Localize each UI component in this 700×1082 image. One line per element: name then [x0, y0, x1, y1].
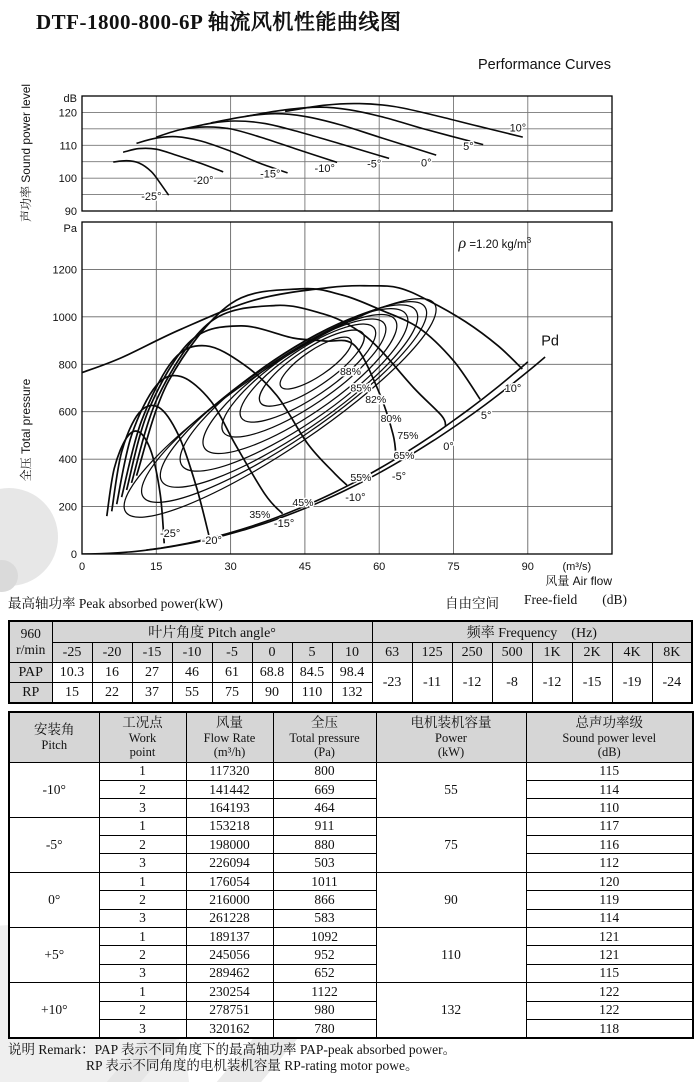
frequency-column-header: 63: [372, 643, 412, 663]
work-point-cell: 2: [99, 946, 186, 964]
work-point-cell: 1: [99, 817, 186, 835]
total-pressure-cell: 1122: [273, 983, 376, 1001]
work-point-cell: 1: [99, 983, 186, 1001]
x-unit-label: (m³/s): [562, 561, 592, 573]
peak-power-caption: 最高轴功率 Peak absorbed power(kW): [8, 596, 223, 611]
sound-power-level-cell: 114: [526, 909, 693, 927]
efficiency-label: 82%: [365, 394, 387, 407]
power-cell: 90: [376, 872, 526, 927]
y-tick-label: 90: [64, 206, 77, 218]
column-header: 总声功率级 Sound power level (dB): [526, 712, 693, 762]
pitch-cell: 0°: [9, 872, 99, 927]
angle-column-header: 0: [252, 643, 292, 663]
stall-boundary-line: [146, 362, 527, 550]
total-pressure-cell: 911: [273, 817, 376, 835]
band-level-value: -23: [372, 663, 412, 704]
fan-curve--10°: [122, 346, 347, 497]
band-level-value: -11: [412, 663, 452, 704]
column-header: 安装角 Pitch: [9, 712, 99, 762]
fan-curve-10°: [82, 286, 522, 373]
column-header: 工况点 Work point: [99, 712, 186, 762]
y-tick-label: 100: [58, 173, 77, 186]
pap-value: 27: [132, 663, 172, 683]
sound-power-level-cell: 115: [526, 964, 693, 982]
y-tick-label: 120: [58, 107, 77, 120]
page-title: DTF-1800-800-6P 轴流风机性能曲线图: [36, 10, 402, 34]
x-tick-label: 90: [521, 561, 534, 573]
flow-rate-cell: 230254: [186, 983, 273, 1001]
sound-power-level-cell: 118: [526, 1019, 693, 1038]
pd-curve: [82, 357, 545, 554]
sound-power-level-cell: 122: [526, 1001, 693, 1019]
work-point-cell: 2: [99, 780, 186, 798]
flow-rate-cell: 245056: [186, 946, 273, 964]
curve-label: -20°: [193, 175, 214, 188]
flow-rate-cell: 226094: [186, 854, 273, 872]
free-field-cn: 自由空间: [445, 596, 499, 611]
band-level-value: -15: [572, 663, 612, 704]
frequency-column-header: 250: [452, 643, 492, 663]
band-level-value: -12: [532, 663, 572, 704]
work-point-cell: 3: [99, 854, 186, 872]
pressure-flow-chart: [18, 222, 612, 588]
y-tick-label: 1200: [52, 264, 77, 277]
total-pressure-cell: 1011: [273, 872, 376, 890]
rp-value: 90: [252, 683, 292, 704]
work-point-cell: 2: [99, 1001, 186, 1019]
flow-rate-cell: 164193: [186, 799, 273, 817]
flow-rate-cell: 289462: [186, 964, 273, 982]
column-header: 风量 Flow Rate (m³/h): [186, 712, 273, 762]
pitch-angle-label: -5°: [391, 471, 407, 484]
curve-label: 10°: [509, 122, 527, 135]
sound-power-chart: [18, 84, 612, 222]
rp-value: 132: [332, 683, 372, 704]
remark-line-2: RP 表示不同角度的电机装机容量 RP-rating motor powe。: [86, 1057, 419, 1073]
x-tick-label: 0: [78, 561, 86, 573]
pap-value: 16: [92, 663, 132, 683]
curve-label: -15°: [260, 168, 281, 181]
rp-value: 55: [172, 683, 212, 704]
curve-label: -5°: [367, 158, 382, 171]
rp-value: 110: [292, 683, 332, 704]
fan-curve--20°: [112, 406, 209, 535]
power-cell: 110: [376, 928, 526, 983]
angle-column-header: -10: [172, 643, 212, 663]
y-tick-label: 110: [59, 140, 77, 153]
performance-data-table: [8, 711, 694, 1039]
total-pressure-cell: 980: [273, 1001, 376, 1019]
total-pressure-cell: 866: [273, 891, 376, 909]
work-point-cell: 3: [99, 799, 186, 817]
remark-line-1: 说明 Remark：PAP 表示不同角度下的最高轴功率 PAP-peak absorbed power。: [8, 1042, 457, 1057]
work-point-cell: 3: [99, 1019, 186, 1038]
pitch-angle-label: 5°: [480, 410, 492, 423]
free-field-caption: [445, 592, 627, 612]
band-level-value: -24: [652, 663, 692, 704]
total-pressure-cell: 652: [273, 964, 376, 982]
frequency-column-header: 4K: [612, 643, 652, 663]
db-unit-label: dB: [63, 93, 77, 105]
efficiency-label: 55%: [350, 472, 372, 485]
flow-rate-cell: 320162: [186, 1019, 273, 1038]
x-tick-label: 75: [447, 561, 460, 573]
pitch-cell: -10°: [9, 762, 99, 817]
total-pressure-cell: 780: [273, 1019, 376, 1038]
pd-label: Pd: [541, 333, 559, 350]
pap-value: 98.4: [332, 663, 372, 683]
rp-value: 22: [92, 683, 132, 704]
flow-rate-cell: 261228: [186, 909, 273, 927]
sound-power-level-cell: 120: [526, 872, 693, 890]
curve-label: 0°: [420, 157, 432, 170]
total-pressure-cell: 1092: [273, 928, 376, 946]
frequency-column-header: 1K: [532, 643, 572, 663]
rp-value: 75: [212, 683, 252, 704]
sound-curve-0°: [211, 114, 436, 155]
sound-power-level-cell: 122: [526, 983, 693, 1001]
efficiency-label: 35%: [249, 508, 271, 521]
y-tick-label: 600: [58, 406, 77, 419]
work-point-cell: 3: [99, 964, 186, 982]
efficiency-contour-45%: [121, 275, 446, 530]
pitch-angle-label: -15°: [273, 517, 295, 530]
sound-power-level-cell: 116: [526, 836, 693, 854]
work-point-cell: 2: [99, 836, 186, 854]
flow-rate-cell: 216000: [186, 891, 273, 909]
pitch-angle-label: -20°: [201, 535, 222, 548]
frequency-header: 频率 Frequency (Hz): [372, 621, 692, 643]
free-field-en: Free-field: [524, 592, 578, 607]
work-point-cell: 2: [99, 891, 186, 909]
sound-power-level-cell: 121: [526, 946, 693, 964]
total-pressure-cell: 800: [273, 762, 376, 780]
angle-column-header: -5: [212, 643, 252, 663]
band-level-value: -8: [492, 663, 532, 704]
work-point-cell: 1: [99, 928, 186, 946]
flow-rate-cell: 198000: [186, 836, 273, 854]
angle-column-header: -20: [92, 643, 132, 663]
sound-power-level-cell: 115: [526, 762, 693, 780]
work-point-cell: 1: [99, 762, 186, 780]
y-tick-label: 1000: [52, 311, 77, 324]
pitch-angle-label: 10°: [504, 383, 522, 396]
total-pressure-cell: 464: [273, 799, 376, 817]
frequency-column-header: 8K: [652, 643, 692, 663]
pap-rp-frequency-table: [8, 620, 693, 704]
angle-column-header: 5: [292, 643, 332, 663]
airflow-axis-title: 风量 Air flow: [545, 574, 612, 588]
sound-power-level-cell: 112: [526, 854, 693, 872]
pitch-angle-label: -25°: [160, 527, 181, 540]
sound-power-level-cell: 110: [526, 799, 693, 817]
pap-value: 84.5: [292, 663, 332, 683]
performance-curves-label: Performance Curves: [478, 57, 611, 73]
work-point-cell: 3: [99, 909, 186, 927]
fan-curve--5°: [127, 326, 396, 490]
efficiency-label: 80%: [380, 413, 402, 426]
y-tick-label: 0: [70, 549, 77, 561]
pap-value: 10.3: [52, 663, 92, 683]
pitch-angle-header: 叶片角度 Pitch angle°: [52, 621, 372, 643]
flow-rate-cell: 176054: [186, 872, 273, 890]
pitch-angle-label: -10°: [345, 492, 366, 505]
curve-label: 5°: [463, 140, 474, 153]
total-pressure-cell: 880: [273, 836, 376, 854]
frequency-column-header: 2K: [572, 643, 612, 663]
flow-rate-cell: 278751: [186, 1001, 273, 1019]
pressure-axis-title: 全压 Total pressure: [19, 378, 33, 482]
rpm-cell: 960 r/min: [9, 621, 52, 663]
pap-row-label: PAP: [9, 663, 52, 683]
sound-power-level-cell: 119: [526, 891, 693, 909]
band-level-value: -12: [452, 663, 492, 704]
power-cell: 132: [376, 983, 526, 1039]
efficiency-label: 88%: [339, 366, 361, 379]
angle-column-header: 10: [332, 643, 372, 663]
power-cell: 55: [376, 762, 526, 817]
free-field-unit: (dB): [602, 592, 627, 607]
plot-area: [82, 271, 545, 554]
curve-label: -25°: [141, 191, 162, 204]
power-cell: 75: [376, 817, 526, 872]
pitch-angle-label: 0°: [443, 441, 454, 454]
remark: [8, 1042, 456, 1074]
flow-rate-cell: 189137: [186, 928, 273, 946]
frequency-column-header: 500: [492, 643, 532, 663]
flow-rate-cell: 117320: [186, 762, 273, 780]
total-pressure-cell: 952: [273, 946, 376, 964]
pap-value: 68.8: [252, 663, 292, 683]
frequency-column-header: 125: [412, 643, 452, 663]
work-point-cell: 1: [99, 872, 186, 890]
sound-power-level-cell: 117: [526, 817, 693, 835]
total-pressure-cell: 669: [273, 780, 376, 798]
pap-value: 46: [172, 663, 212, 683]
x-tick-label: 60: [373, 561, 386, 573]
column-header: 全压 Total pressure (Pa): [273, 712, 376, 762]
y-tick-label: 200: [58, 501, 77, 514]
efficiency-label: 75%: [397, 430, 419, 443]
x-tick-label: 15: [150, 561, 163, 573]
y-tick-label: 400: [58, 454, 77, 467]
efficiency-label: 45%: [292, 497, 314, 510]
efficiency-label: 65%: [393, 450, 415, 463]
pa-unit-label: Pa: [63, 223, 77, 235]
angle-column-header: -15: [132, 643, 172, 663]
rp-value: 37: [132, 683, 172, 704]
sound-power-level-cell: 121: [526, 928, 693, 946]
pitch-cell: +10°: [9, 983, 99, 1039]
total-pressure-cell: 503: [273, 854, 376, 872]
pitch-cell: +5°: [9, 928, 99, 983]
rp-row-label: RP: [9, 683, 52, 704]
curve-label: -10°: [314, 163, 335, 176]
sound-curve--20°: [123, 148, 223, 172]
band-level-value: -19: [612, 663, 652, 704]
flow-rate-cell: 141442: [186, 780, 273, 798]
y-tick-label: 800: [58, 359, 77, 372]
sound-power-level-cell: 114: [526, 780, 693, 798]
density-annotation: ρ =1.20 $kg/m^3$: [458, 235, 532, 253]
pitch-cell: -5°: [9, 817, 99, 872]
total-pressure-cell: 583: [273, 909, 376, 927]
angle-column-header: -25: [52, 643, 92, 663]
x-tick-label: 45: [298, 561, 312, 573]
flow-rate-cell: 153218: [186, 817, 273, 835]
efficiency-label: 85%: [350, 382, 372, 395]
column-header: 电机装机容量 Power (kW): [376, 712, 526, 762]
pap-value: 61: [212, 663, 252, 683]
rp-value: 15: [52, 683, 92, 704]
sound-power-axis-title: 声功率 Sound power level: [19, 83, 33, 223]
x-tick-label: 30: [224, 561, 237, 573]
